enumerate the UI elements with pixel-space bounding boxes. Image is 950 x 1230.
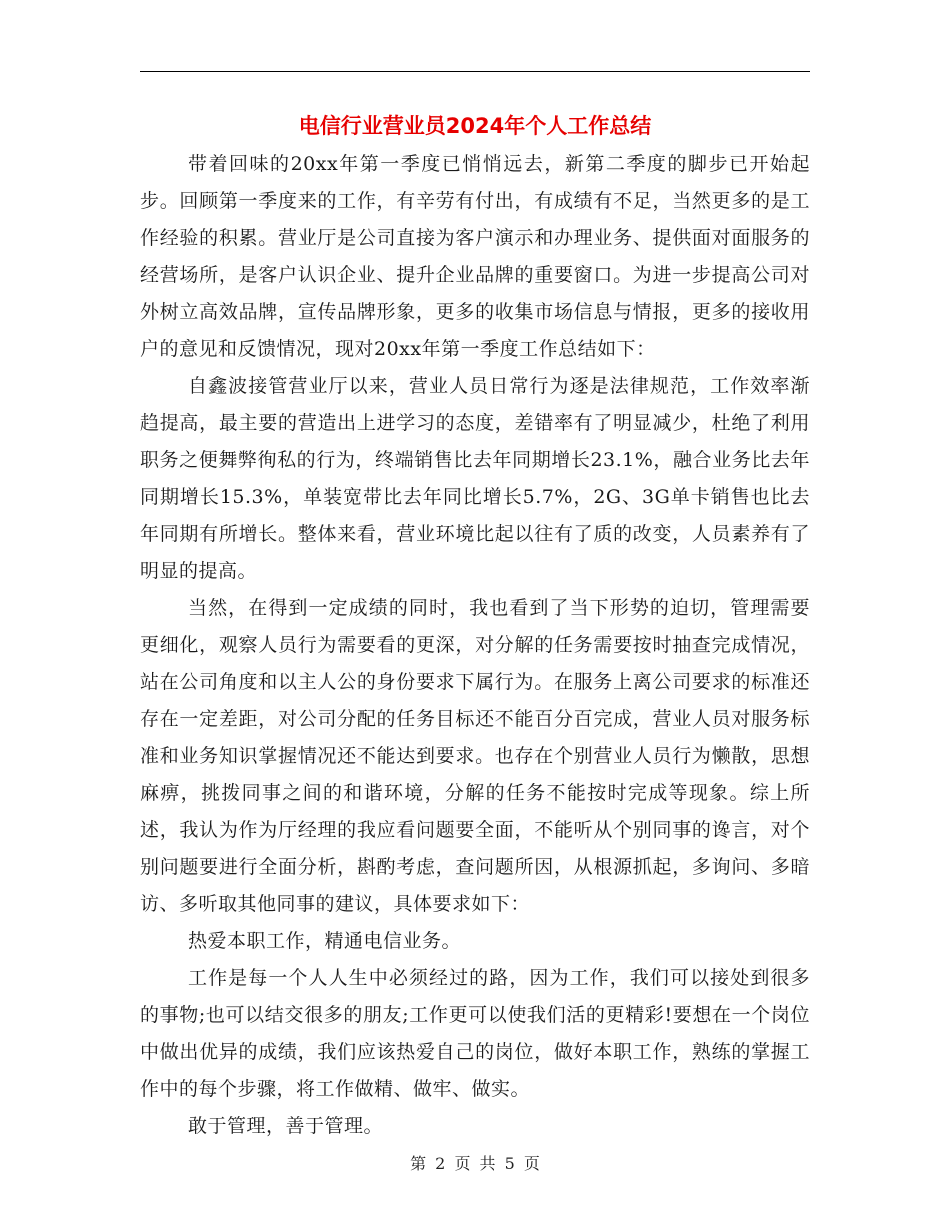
document-body [140,146,810,1145]
paragraph-intro: 带着回味的20xx年第一季度已悄悄远去，新第二季度的脚步已开始起步。回顾第一季度来的工作，有辛劳有付出，有成绩有不足，当然更多的是工作经验的积累。营业厅是公司直接为客户演示和办理业务、提供面对面服务的经营场所，是客户认识企业、提升企业品牌的重要窗口。为进一步提高公司对外树立高效品牌，宣传品牌形象，更多的收集市场信息与情报，更多的接收用户的意见和反馈情况，现对20xx年第一季度工作总结如下： [140,153,810,360]
header-rule [140,71,810,72]
paragraph-heading-management: 敢于管理，善于管理。 [188,1115,384,1137]
paragraph-achievements: 自鑫波接管营业厅以来，营业人员日常行为逐是法律规范，工作效率渐趋提高，最主要的营造出上进学习的态度，差错率有了明显减少，杜绝了利用职务之便舞弊徇私的行为，终端销售比去年同期增长23.1%，融合业务比去年同期增长15.3%，单装宽带比去年同比增长5.7%，2G、3G单卡销售也比去年同期有所增长。整体来看，营业环境比起以往有了质的改变，人员素养有了明显的提高。 [140,375,810,582]
document-title: 电信行业营业员2024年个人工作总结 [298,114,652,138]
paragraph-heading-love-work: 热爱本职工作，精通电信业务。 [188,930,462,952]
paragraph-work-meaning: 工作是每一个人人生中必须经过的路，因为工作，我们可以接处到很多的事物;也可以结交很多的朋友;工作更可以使我们活的更精彩!要想在一个岗位中做出优异的成绩，我们应该热爱自己的岗位，做好本职工作，熟练的掌握工作中的每个步骤，将工作做精、做牢、做实。 [140,967,810,1100]
page-number: 第 2 页 共 5 页 [410,1154,540,1173]
paragraph-shortcomings: 当然，在得到一定成绩的同时，我也看到了当下形势的迫切，管理需要更细化，观察人员行为需要看的更深，对分解的任务需要按时抽查完成情况，站在公司角度和以主人公的身份要求下属行为。在服务上离公司要求的标准还存在一定差距，对公司分配的任务目标还不能百分百完成，营业人员对服务标准和业务知识掌握情况还不能达到要求。也存在个别营业人员行为懒散，思想麻痹，挑拨同事之间的和谐环境，分解的任务不能按时完成等现象。综上所述，我认为作为厅经理的我应看问题要全面，不能听从个别同事的谗言，对个别问题要进行全面分析，斟酌考虑，查问题所因，从根源抓起，多询问、多暗访、多听取其他同事的建议，具体要求如下： [140,597,810,915]
